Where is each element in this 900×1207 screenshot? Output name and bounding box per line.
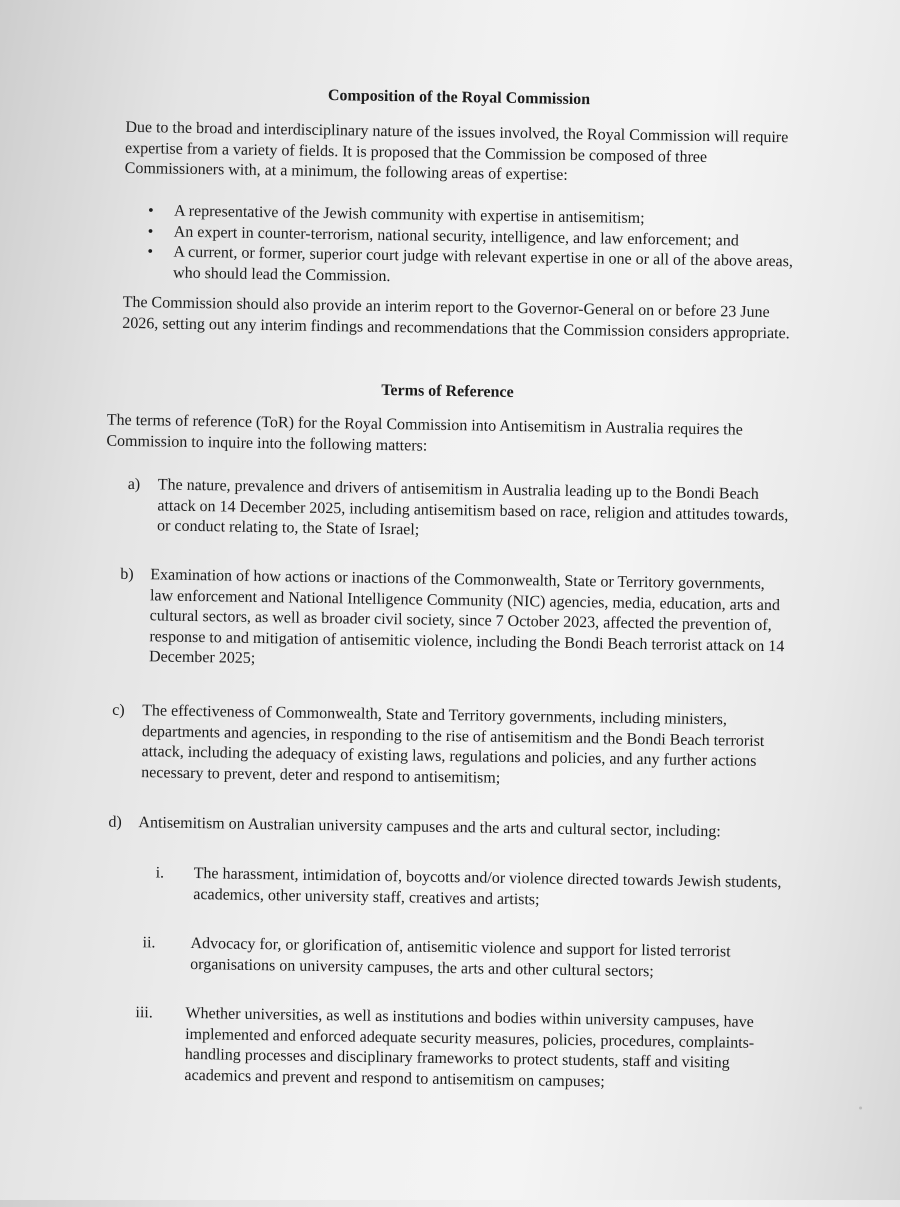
- item-text: Antisemitism on Australian university campuses and the arts and cultural sector, including:: [138, 814, 721, 841]
- term-item-d: [108, 813, 808, 844]
- item-label: b): [120, 565, 134, 584]
- terms-intro: The terms of reference (ToR) for the Royal Commission into Antisemitism in Australia requires the Commission to inquire into the following matters:: [106, 411, 743, 455]
- composition-intro: Due to the broad and interdisciplinary nature of the issues involved, the Royal Commission will require expertise from a variety of fields. It is proposed that the Commission be composed of three Commissioners with, at a minimum, the following areas of expertise:: [124, 118, 789, 184]
- sub-item-text: Whether universities, as well as institutions and bodies within university campuses, have implemented and enforced adequate security measures, policies, procedures, complaints-handling processes and disciplinary frameworks to protect students, staff and visiting academics and prevent and respond to antisemitism on campuses;: [184, 1004, 755, 1090]
- bullet-icon: •: [147, 243, 154, 261]
- expertise-list: [145, 201, 806, 293]
- sub-item-text: The harassment, intimidation of, boycotts and/or violence directed towards Jewish students, academics, other university staff, creatives and artists;: [193, 865, 782, 908]
- item-text: Examination of how actions or inactions of the Commonwealth, State or Territory governments, law enforcement and National Intelligence Community (NIC) agencies, media, education, arts and cultural sectors, as well as broader civil society, since 7 October 2023, affected the prevention of, response to and mitigation of antisemitic violence, including the Bondi Beach terrorist attack on 14 December 2025;: [148, 566, 785, 667]
- term-item-a: [127, 475, 798, 547]
- sub-item-i: [135, 863, 786, 914]
- sub-item-label: ii.: [142, 934, 156, 952]
- sub-item-label: i.: [155, 864, 165, 882]
- interim-report-paragraph: The Commission should also provide an interim report to the Governor-General on or before 23 June 2026, setting out any interim findings and recommendations that the Commission considers appropriate.: [122, 293, 790, 342]
- sub-item-label: iii.: [135, 1004, 153, 1022]
- item-label: d): [108, 813, 122, 831]
- sub-item-iii: [126, 1003, 777, 1095]
- sub-item-ii: [132, 933, 783, 984]
- term-item-b: [119, 565, 791, 678]
- list-item: • A representative of the Jewish community with expertise in antisemitism;: [147, 202, 645, 228]
- paper-speck: [859, 1106, 862, 1109]
- sub-item-text: Advocacy for, or glorification of, antisemitic violence and support for listed terrorist organisations on university campuses, the arts and other cultural sectors;: [190, 934, 731, 980]
- bullet-icon: •: [147, 202, 154, 220]
- item-label: a): [127, 475, 141, 494]
- bullet-icon: •: [147, 222, 154, 240]
- item-text: The effectiveness of Commonwealth, State and Territory governments, including ministers, departments and agencies, in responding to the rise of antisemitism and the Bondi Beach terrorist attack, including the adequacy of existing laws, regulations and policies, and any further actions necessary to prevent, deter and respond to antisemitism;: [141, 702, 765, 787]
- item-text: The nature, prevalence and drivers of antisemitism in Australia leading up to the Bondi Beach attack on 14 December 2025, including antisemitism based on race, religion and attitudes towards, or conduct relating to, the State of Israel;: [156, 476, 789, 539]
- composition-heading: Composition of the Royal Commission: [327, 87, 591, 109]
- term-item-c: [111, 701, 782, 794]
- list-item: • An expert in counter-terrorism, national security, intelligence, and law enforcement; and: [147, 222, 739, 249]
- list-item: • A current, or former, superior court judge with relevant expertise in one or all of the above areas, who should lead the Commission.: [147, 243, 794, 285]
- item-label: c): [112, 701, 125, 719]
- terms-heading: Terms of Reference: [381, 381, 514, 401]
